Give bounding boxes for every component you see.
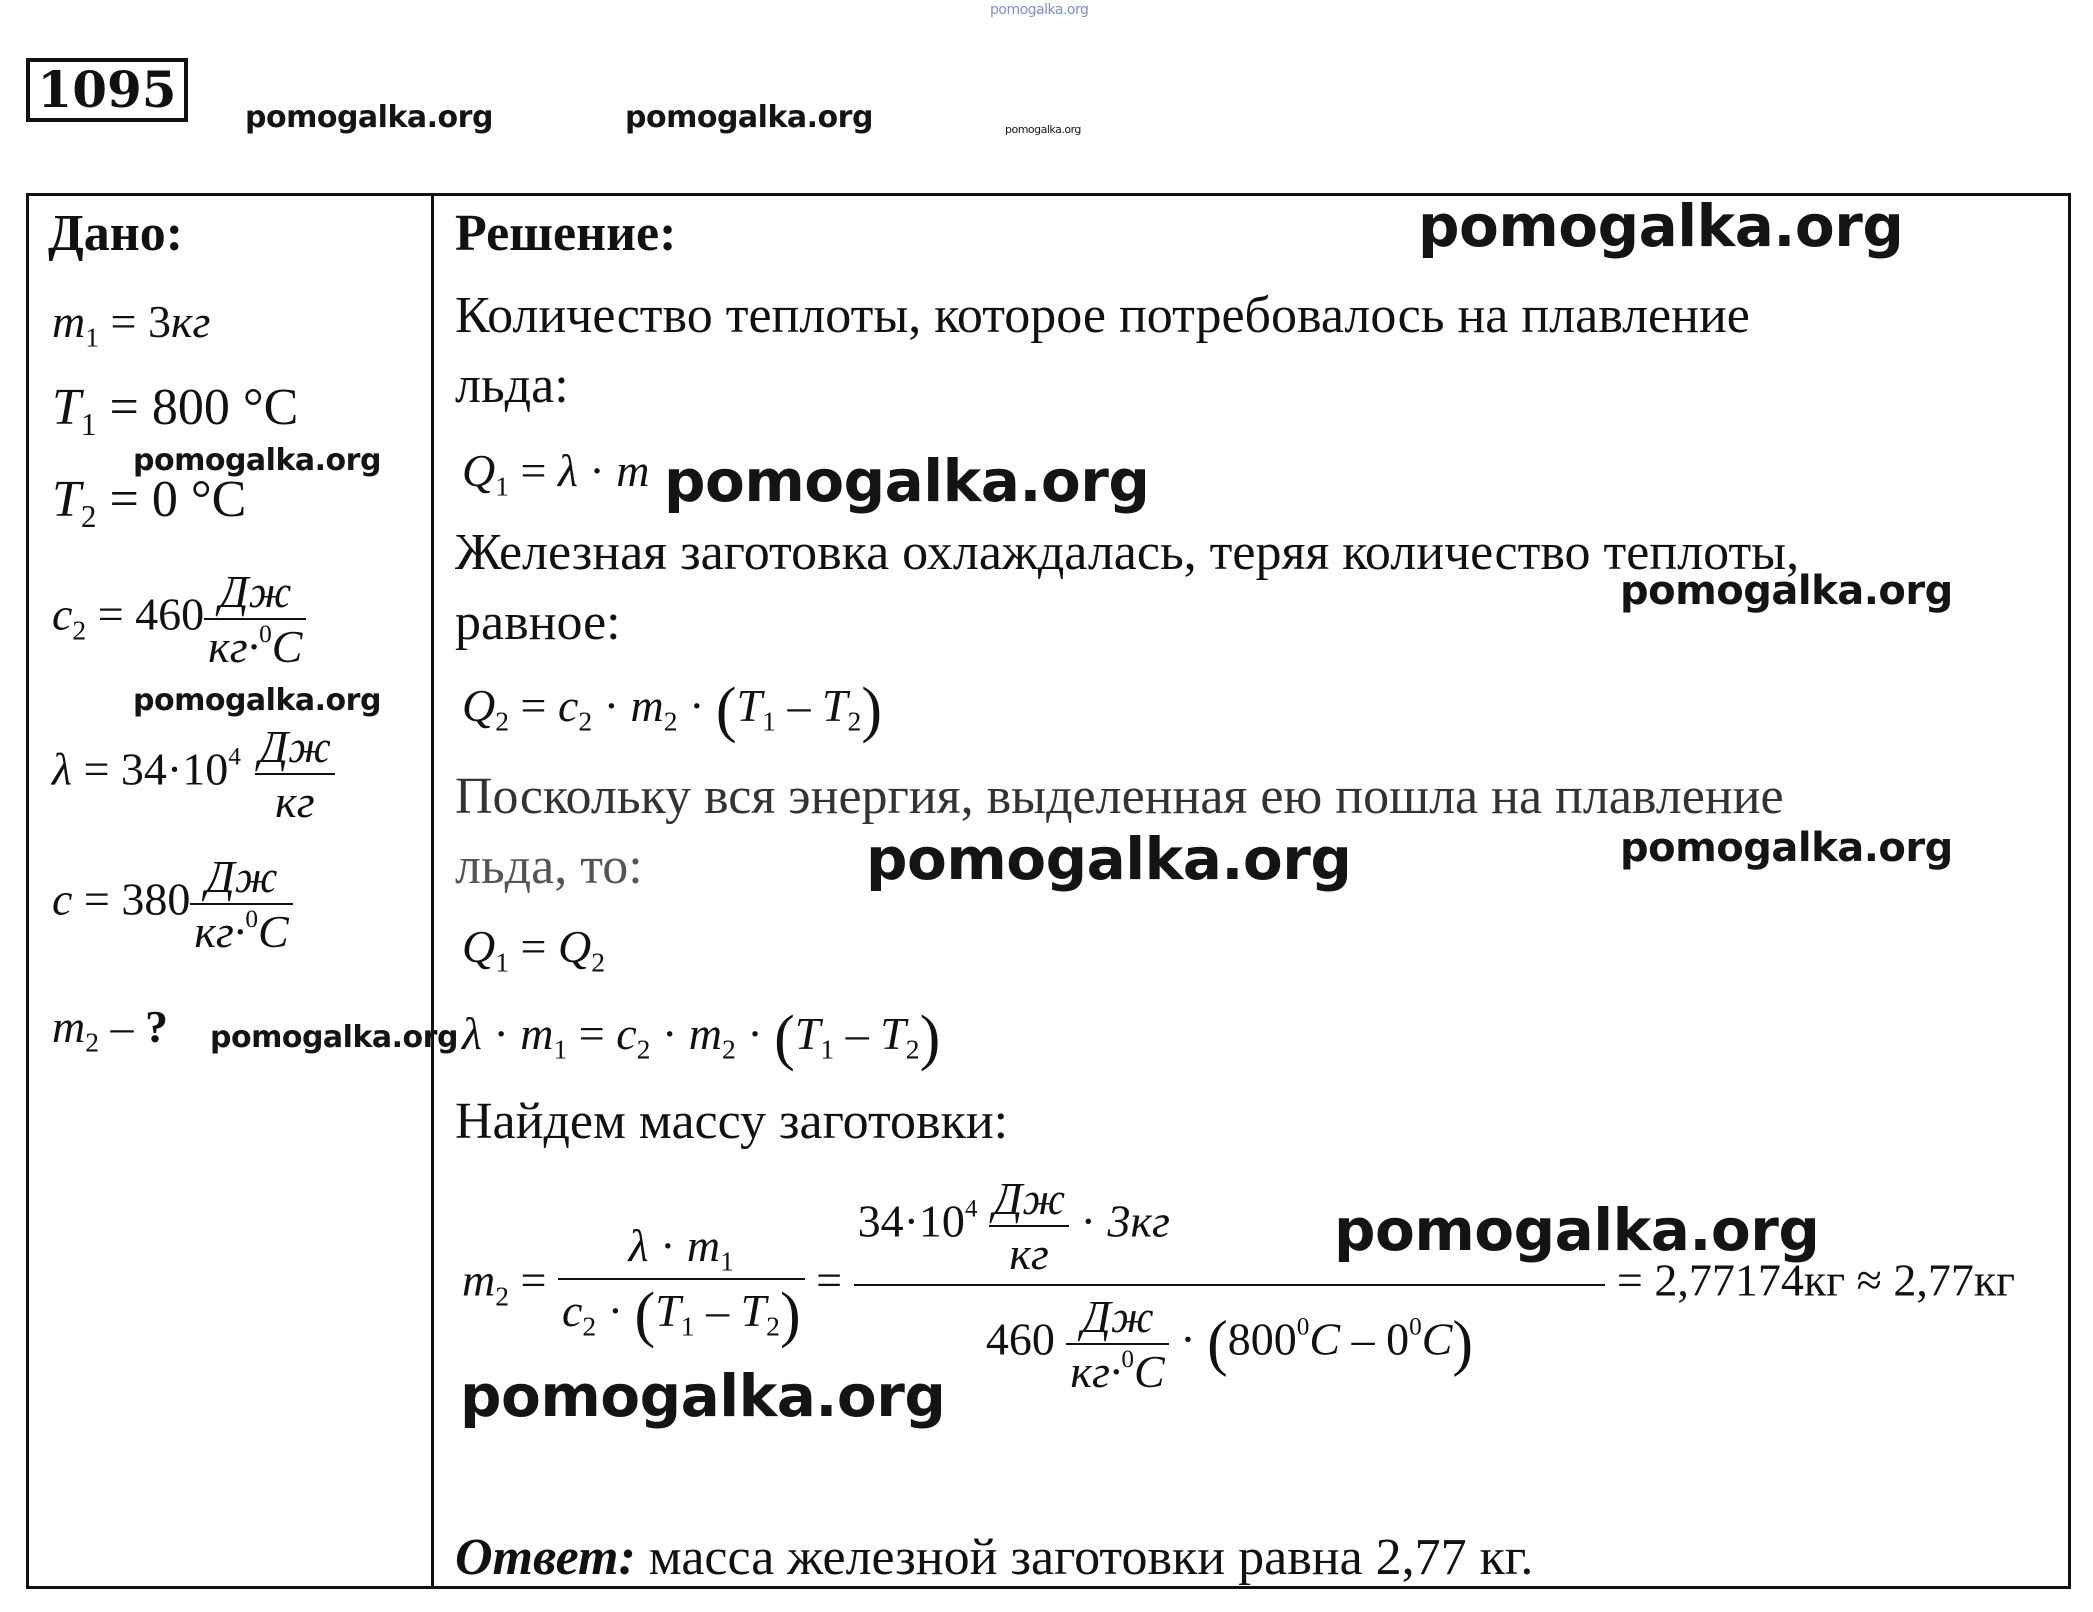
watermark: pomogalka.org [866,825,1352,893]
formula-q2: $Q_2 = c_2 \cdot m_2 \cdot (T_1 - T_2)$ [462,676,882,744]
watermark: pomogalka.org [664,447,1150,515]
watermark-top: pomogalka.org [990,2,1089,18]
given-m1: $m_1 = 3кг$ [52,296,211,353]
paragraph-3-line-2: льда, то: [455,838,643,895]
answer-text: масса железной заготовки равна 2,77 кг. [635,1529,1534,1586]
given-header: Дано: [48,205,184,262]
given-t1: $T_1 = 800$ °C [52,379,299,442]
solution-header: Решение: [455,205,677,262]
given-c2: $c_2 = 460$ $\frac{Дж}{кг\cdot^0C}$ [52,565,306,673]
answer [455,1528,1533,1587]
given-lambda: $\lambda = 34\cdot 10^4$ $\frac{Дж}{кг}$ [52,720,335,828]
watermark: pomogalka.org [245,100,493,135]
paragraph-2-line-2: равное: [455,594,621,651]
column-divider [431,193,434,1589]
watermark: pomogalka.org [210,1020,458,1055]
paragraph-4: Найдем массу заготовки: [455,1093,1009,1150]
given-t2: $T_2 = 0$ °C [52,471,247,534]
paragraph-1-line-2: льда: [455,357,569,414]
problem-number: 1095 [26,58,188,122]
formula-q1: $Q_1 = \lambda \cdot m$ [462,445,650,502]
given-c: c = 380 $\frac{Дж}{кг\cdot^0C}$ [52,850,293,958]
watermark: pomogalka.org [625,100,873,135]
watermark: pomogalka.org [133,683,381,718]
given-find: $m_2$ – ? [52,1001,169,1058]
watermark: pomogalka.org [133,443,381,478]
paragraph-1-line-1: Количество теплоты, которое потребовалось на плавление [455,287,1750,344]
watermark: pomogalka.org [1418,192,1904,260]
watermark: pomogalka.org [1620,568,1953,614]
watermark: pomogalka.org [1620,825,1953,871]
formula-result: $m_2$ = $\frac{\lambda \cdot m_1}{c_2 \cdot (T_1 - T_2)}$ = $34\cdot 10^4$ $\frac{Дж}{кг}$ · 3кг 460 $\frac{Дж}{кг\cdot^0C}$ · $(800^0C - 0^0C)$ = 2,77174кг ≈ 2,77кг [462,1173,2016,1398]
formula-balance: $\lambda \cdot m_1 = c_2 \cdot m_2 \cdot (T_1 - T_2)$ [462,1004,941,1072]
watermark: pomogalka.org [460,1362,946,1430]
watermark: pomogalka.org [1334,1196,1820,1264]
watermark: pomogalka.org [1005,123,1081,136]
answer-label: Ответ: [455,1529,636,1586]
paragraph-3-line-1: Поскольку вся энергия, выделенная ею пошла на плавление [455,768,1784,825]
paragraph-2-line-1: Железная заготовка охлаждалась, теряя количество теплоты, [455,524,1800,581]
formula-q-equal: $Q_1 = Q_2$ [462,921,606,978]
